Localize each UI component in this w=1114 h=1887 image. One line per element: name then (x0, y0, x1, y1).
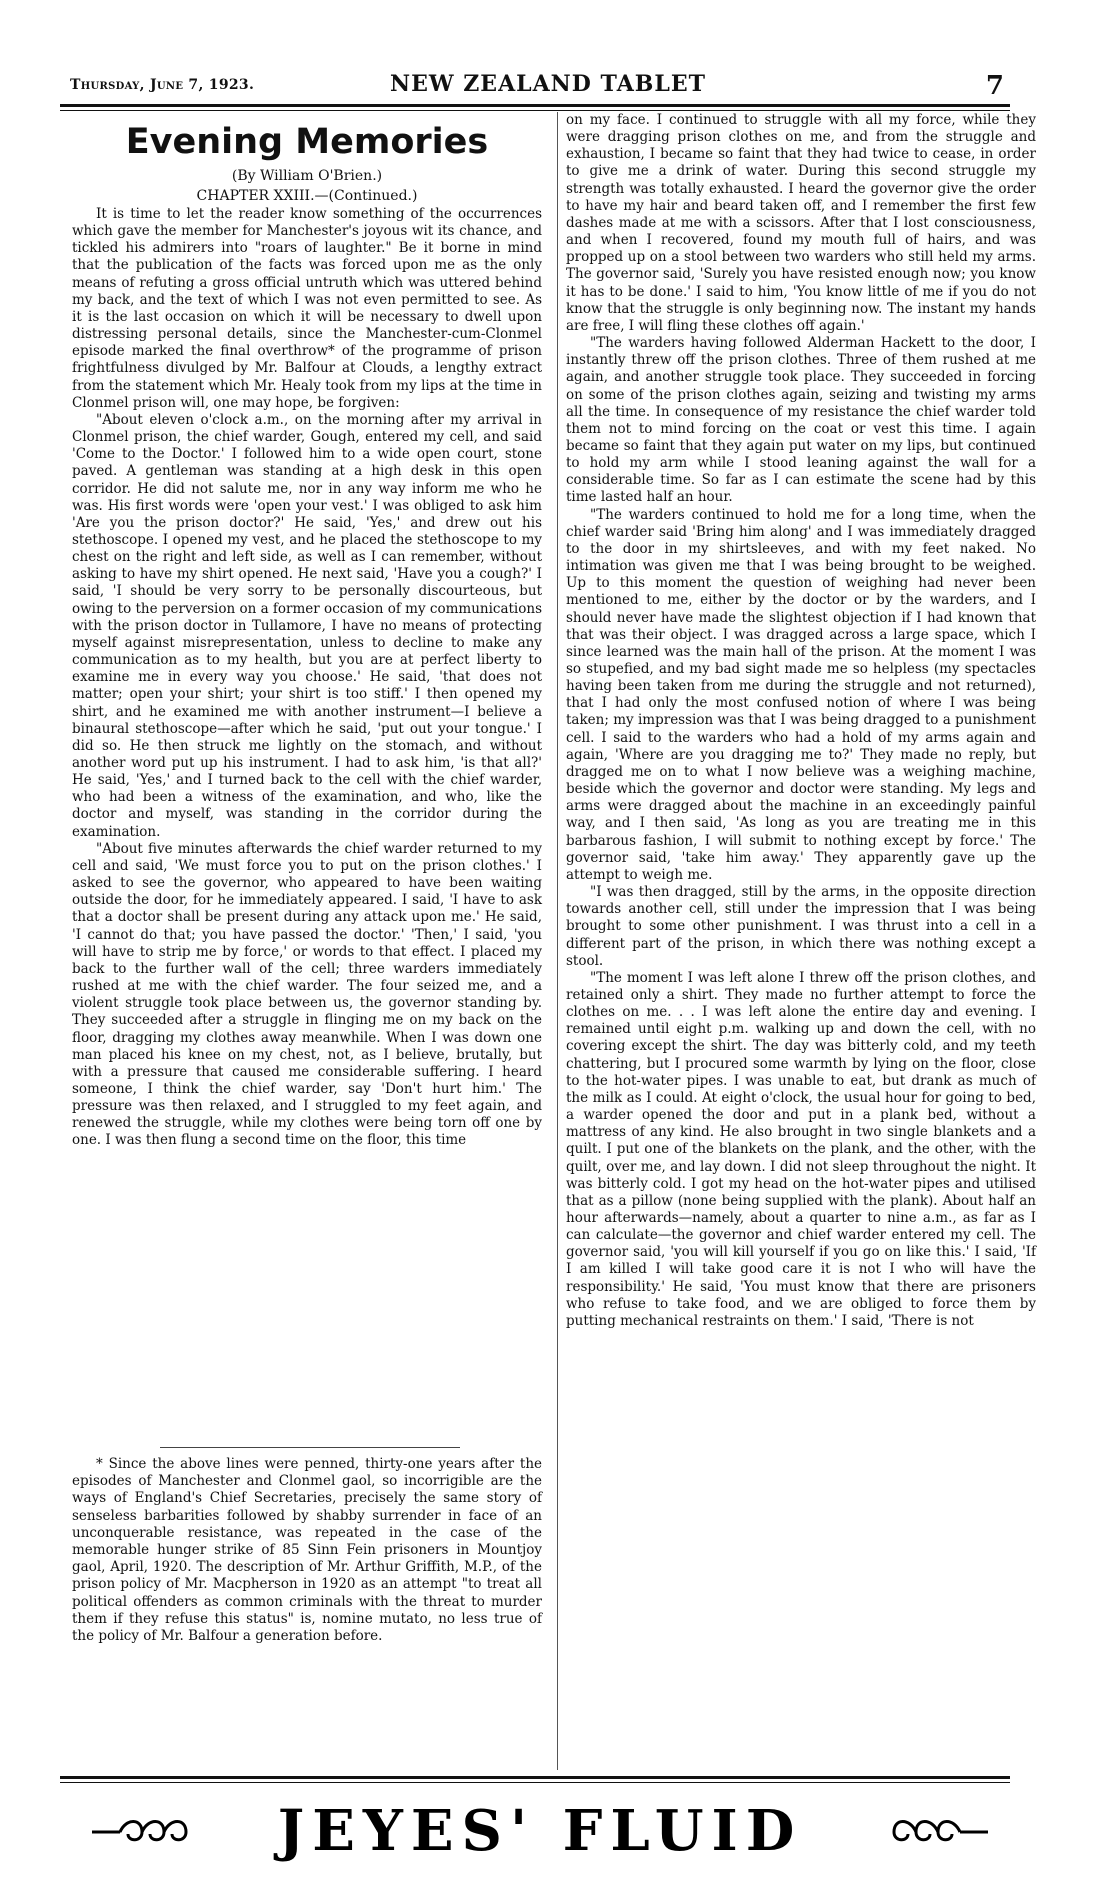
paragraph: It is time to let the reader know something of the occurrences which gave the member for Manchester's joyous wit its chance, and tickled his admirers into "roars of laughter." Be it borne in mind that the publication of the facts was forced upon me as the only means of refuting a gross official untruth which was uttered behind my back, and the text of which I was not even permitted to see. As it is the last occasion on which it will be necessary to dwell upon distressing personal details, since the Manchester-cum-Clonmel episode marked the final overthrow* of the programme of prison frightfulness divulged by Mr. Balfour at Clouds, a lengthy extract from the statement which Mr. Healy took from my lips at the time in Clonmel prison will, one may hope, be forgiven: (72, 206, 542, 411)
issue-date: Thursday, June 7, 1923. (70, 77, 255, 93)
footnote (72, 1456, 542, 1645)
paragraph: on my face. I continued to struggle with all my force, while they were dragging prison clothes on me, and from the struggle and exhaustion, I became so faint that they had twice to cease, in order to give me a drink of water. During this second struggle my strength was totally exhausted. I heard the governor give the order to have my hair and beard taken off, and I remember the first few dashes made at me with a scissors. After that I lost consciousness, and when I recovered, found my mouth full of hairs, and was propped up on a stool between two warders who still held my arms. The governor said, 'Surely you have resisted enough now; you know it has to be done.' I said to him, 'You know little of me if you do not know that the struggle is only beginning now. The instant my hands are free, I will fling these clothes off again.' (566, 112, 1036, 334)
paragraph: "I was then dragged, still by the arms, in the opposite direction towards another cell, still under the impression that I was being brought to some other punishment. I was thrust into a cell in a different part of the prison, in which there was nothing except a stool. (566, 884, 1036, 969)
newspaper-name: NEW ZEALAND TABLET (390, 71, 706, 97)
article-right-column (566, 112, 1036, 1330)
paragraph: "The warders having followed Alderman Hackett to the door, I instantly threw off the prison clothes. Three of them rushed at me again, and another struggle took place. They succeeded in forcing on some of the prison clothes again, seizing and twisting my arms all the time. In consequence of my resistance the chief warder told them not to mind forcing on the coat or vest this time. I again became so faint that they again put water on my lips, but continued to hold my arm while I stood leaning against the wall for a considerable time. So far as I can estimate the scene had by this time lasted half an hour. (566, 335, 1036, 506)
footer-rule-thick (60, 1776, 1010, 1779)
paragraph: "The moment I was left alone I threw off the prison clothes, and retained only a shirt. They made no further attempt to force the clothes on me. . . I was left alone the entire day and evening. I remained until eight p.m. walking up and down the cell, with no covering except the shirt. The day was bitterly cold, and my teeth chattering, but I procured some warmth by lying on the floor, close to the hot-water pipes. I was unable to eat, but drank as much of the milk as I could. At eight o'clock, the usual hour for going to bed, a warder opened the door and put in a plank bed, without a mattress of any kind. He also brought in two single blankets and a quilt. I put one of the blankets on the plank, and the other, with the quilt, over me, and lay down. I did not sleep throughout the night. It was bitterly cold. I got my head on the hot-water pipes and utilised that as a pillow (none being supplied with the plank). About half an hour afterwards—namely, about a quarter to nine a.m., as far as I can calculate—the governor and chief warder entered my cell. The governor said, 'you will kill yourself if you go on like this.' I said, 'If I am killed I will take good care it is not I who will have the responsibility.' He said, 'You must know that there are prisoners who refuse to take food, and we are obliged to force them by putting mechanical restraints on them.' I said, 'There is not (566, 969, 1036, 1329)
footer-rule-thin (60, 1782, 1010, 1783)
advertisement-text: JEYES' FLUID (277, 1798, 803, 1864)
advertisement-banner (70, 1790, 1010, 1870)
paragraph: "About five minutes afterwards the chief warder returned to my cell and said, 'We must force you to put on the prison clothes.' I asked to see the governor, who appeared to have been waiting outside the door, for he immediately appeared. I said, 'I have to ask that a doctor shall be present during any attack upon me.' He said, 'I cannot do that; you have passed the doctor.' 'Then,' I said, 'you will have to strip me by force,' or words to that effect. I placed my back to the further wall of the cell; three warders immediately rushed at me with the chief warder. The four seized me, and a violent struggle took place between us, the governor standing by. They succeeded after a struggle in flinging me on my back on the floor, dragging my clothes away meanwhile. When I was down one man placed his knee on my chest, not, as I believe, brutally, but with a pressure that caused me considerable suffering. I heard someone, I think the chief warder, say 'Don't hurt him.' The pressure was then relaxed, and I struggled to my feet again, and renewed the struggle, while my clothes were being torn off one by one. I was then flung a second time on the floor, this time (72, 840, 542, 1149)
article-byline: (By William O'Brien.) (231, 168, 383, 184)
article-left-column (72, 112, 542, 1150)
article-title: Evening Memories (125, 122, 489, 162)
footnote-rule (160, 1447, 460, 1448)
footnote-text: * Since the above lines were penned, thirty-one years after the episodes of Manchester and Clonmel gaol, so incorrigible are the ways of England's Chief Secretaries, precisely the same story of senseless barbarities followed by shabby surrender in face of an unconquerable resistance, was repeated in the case of the memorable hunger strike of 85 Sinn Fein prisoners in Mountjoy gaol, April, 1920. The description of Mr. Arthur Griffith, M.P., of the prison policy of Mr. Macpherson in 1920 as an attempt "to treat all political offenders as common criminals with the threat to murder them if they refuse this status" is, nomine mutato, no less true of the policy of Mr. Balfour a generation before. (72, 1456, 542, 1645)
ornament-swirl-right-icon (880, 1812, 990, 1846)
column-divider (557, 112, 558, 1770)
header-rule-thick (60, 104, 1010, 107)
paragraph: "About eleven o'clock a.m., on the morning after my arrival in Clonmel prison, the chief warder, Gough, entered my cell, and said 'Come to the Doctor.' I followed him to a wide open court, stone paved. A gentleman was standing at a high desk in this open corridor. He did not salute me, nor in any way inform me who he was. His first words were 'open your vest.' I was obliged to ask him 'Are you the prison doctor?' He said, 'Yes,' and drew out his stethoscope. I opened my vest, and he placed the stethoscope to my chest on the right and left side, as well as I can remember, without asking to have my shirt opened. He next said, 'Have you a cough?' I said, 'I should be very sorry to be personally discourteous, but owing to the perversion on a former occasion of my communications with the prison doctor in Tullamore, I have no means of protecting myself against misrepresentation, unless to decline to make any communication as to my health, but you are at perfect liberty to examine me in every way you choose.' He said, 'that does not matter; open your shirt; your shirt is too stiff.' I then opened my shirt, and he examined me with another instrument—I believe a binaural stethoscope—after which he said, 'put out your tongue.' I did so. He then struck me lightly on the stomach, and without another word put up his instrument. I had to ask him, 'is that all?' He said, 'Yes,' and I turned back to the cell with the chief warder, who had been a witness of the examination, and who, like the doctor and myself, was standing in the corridor during the examination. (72, 411, 542, 840)
masthead (70, 71, 1010, 101)
header-rule-thin (60, 110, 1010, 111)
chapter-heading: CHAPTER XXIII.—(Continued.) (196, 188, 418, 204)
paragraph: "The warders continued to hold me for a long time, when the chief warder said 'Bring him along' and I was immediately dragged to the door in my shirtsleeves, and with my feet naked. No intimation was given me that I was being brought to be weighed. Up to this moment the question of weighing had never been mentioned to me, either by the doctor or by the warders, and I should never have made the slightest objection if I had known that that was their object. I was dragged across a large space, which I since learned was the main hall of the prison. At the moment I was so stupefied, and my bad sight made me so helpless (my spectacles having been taken from me during the struggle and not returned), that I had only the most confused notion of where I was being taken; my impression was that I was being dragged to a punishment cell. I said to the warders who had a hold of my arms again and again, 'Where are you dragging me to?' They made no reply, but dragged me on to what I now believe was a weighing machine, beside which the governor and doctor were standing. My legs and arms were dragged about the machine in an exceedingly painful way, and I then said, 'As long as you are treating me in this barbarous fashion, I will submit to nothing except by force.' The governor said, 'take him away.' They apparently gave up the attempt to weigh me. (566, 506, 1036, 883)
page-number: 7 (985, 71, 1004, 101)
